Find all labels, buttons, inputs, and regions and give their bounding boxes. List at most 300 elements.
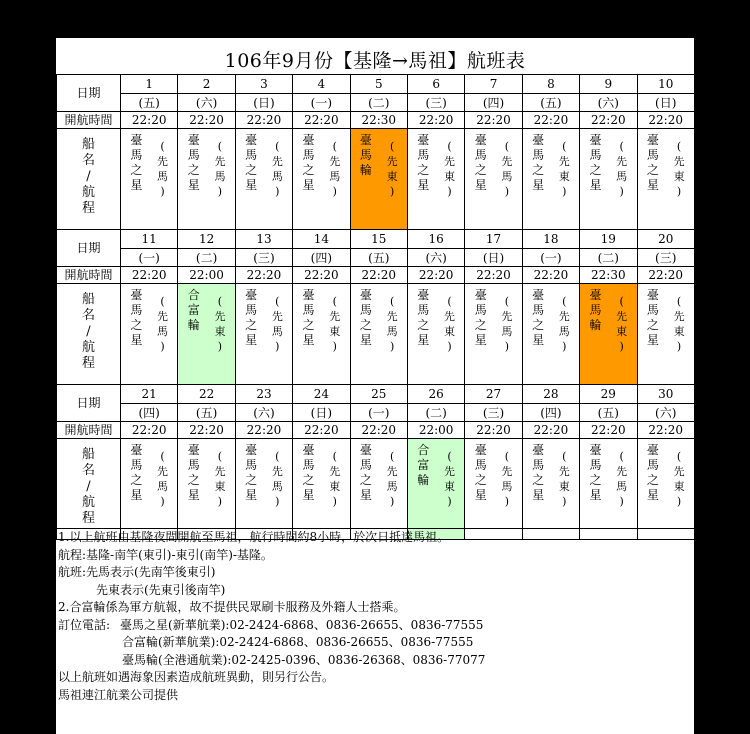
ship-route-content	[465, 439, 521, 535]
time-cell: 22:20	[178, 422, 235, 439]
ship-cell	[178, 129, 235, 230]
route-char: (	[562, 295, 567, 308]
label-char: 程	[81, 511, 95, 526]
route-char: 馬	[271, 325, 283, 338]
ship-name	[245, 288, 257, 380]
ship-name-char: 馬	[359, 148, 372, 162]
time-cell: 22:20	[522, 267, 579, 284]
phone-line: 臺馬輪(全港通航業):02-2425-0396、0836-26368、0836-77077	[122, 652, 486, 667]
route-char: 馬	[157, 170, 169, 183]
ship-route-content	[351, 284, 407, 380]
route-order	[157, 133, 168, 225]
route-char: 先	[329, 155, 341, 168]
ship-route-label	[57, 439, 121, 540]
route-order	[329, 133, 340, 225]
time-cell: 22:20	[465, 422, 522, 439]
ship-name-char: 星	[532, 333, 545, 347]
label-char: 船	[81, 292, 95, 307]
ship-name	[188, 288, 200, 380]
ship-name-char: 之	[532, 318, 545, 332]
ship-name-char: 之	[646, 318, 659, 332]
weekday-cell: (日)	[293, 404, 350, 422]
ship-name	[589, 288, 601, 380]
note-line: 航程:基隆-南竿(東引)-東引(南竿)-基隆。	[58, 547, 273, 562]
ship-row	[57, 129, 695, 230]
weekday-cell: (六)	[637, 404, 694, 422]
route-char: 先	[271, 155, 283, 168]
ship-name-char: 星	[646, 333, 659, 347]
route-order	[214, 443, 225, 535]
ship-route-content	[408, 439, 464, 535]
ship-route-content	[465, 129, 521, 225]
ship-route-content	[178, 129, 234, 225]
time-cell: 22:20	[637, 422, 694, 439]
weekday-cell: (一)	[522, 249, 579, 267]
ship-name-char: 星	[302, 178, 315, 192]
weekday-cell: (二)	[178, 249, 235, 267]
ship-route-content	[293, 284, 349, 380]
route-char: 馬	[558, 325, 570, 338]
route-char: 東	[444, 170, 455, 183]
ship-name-char: 馬	[589, 303, 602, 317]
ship-name-char: 臺	[589, 288, 602, 302]
ship-name-char: 臺	[245, 133, 258, 147]
route-char: (	[217, 450, 223, 463]
ship-cell	[293, 129, 350, 230]
ship-name-char: 之	[187, 473, 200, 487]
ship-cell	[637, 439, 694, 540]
ship-cell	[235, 129, 292, 230]
ship-name-char: 臺	[359, 288, 372, 302]
route-char: 東	[673, 170, 685, 183]
time-cell: 22:20	[293, 112, 350, 129]
route-char: 馬	[386, 480, 398, 493]
weekday-cell: (一)	[121, 249, 178, 267]
ship-cell	[235, 284, 292, 385]
route-char: )	[160, 185, 165, 198]
ship-name-char: 臺	[302, 443, 315, 457]
weekday-cell: (四)	[465, 94, 522, 112]
ship-route-content	[638, 284, 694, 380]
ship-route-content	[178, 284, 234, 380]
ship-name-char: 馬	[130, 148, 143, 162]
route-order	[674, 288, 685, 380]
weekday-cell: (三)	[235, 249, 292, 267]
route-char: 馬	[214, 170, 226, 183]
ship-name-char: 馬	[532, 458, 545, 472]
route-order	[214, 288, 225, 380]
route-char: 東	[444, 480, 455, 493]
ship-route-content	[121, 129, 177, 225]
ship-cell	[465, 439, 522, 540]
ship-route-content	[638, 129, 694, 225]
ship-name	[245, 133, 257, 225]
ship-name-char: 星	[245, 333, 258, 347]
route-char: (	[504, 450, 510, 463]
route-char: )	[217, 495, 223, 508]
ship-name	[130, 288, 142, 380]
ship-name-char: 馬	[245, 303, 258, 317]
route-char: )	[275, 340, 280, 353]
route-char: 東	[214, 325, 226, 338]
ship-name	[589, 443, 601, 535]
date-row	[57, 385, 695, 404]
route-char: (	[275, 450, 280, 463]
route-char: (	[275, 140, 280, 153]
weekday-row	[57, 94, 695, 112]
ship-name-char: 星	[187, 178, 200, 192]
time-cell: 22:20	[580, 422, 637, 439]
route-order	[674, 133, 685, 225]
ship-name-char: 星	[532, 178, 545, 192]
time-cell: 22:20	[121, 422, 178, 439]
ship-name-char: 之	[245, 163, 258, 177]
time-cell: 22:00	[178, 267, 235, 284]
ship-route-content	[638, 439, 694, 535]
ship-name-char: 星	[130, 178, 143, 192]
date-cell: 6	[407, 75, 464, 94]
route-char: )	[562, 185, 567, 198]
weekday-cell: (日)	[465, 249, 522, 267]
ship-name-char: 臺	[245, 443, 258, 457]
route-char: (	[619, 140, 624, 153]
route-char: (	[562, 140, 567, 153]
date-cell: 28	[522, 385, 579, 404]
date-cell: 26	[407, 385, 464, 404]
weekday-cell: (二)	[350, 94, 407, 112]
route-char: )	[389, 340, 395, 353]
ship-name-char: 星	[532, 488, 545, 502]
label-char: /	[86, 479, 91, 494]
ship-name-char: 星	[187, 488, 200, 502]
ship-name	[475, 443, 487, 535]
ship-name	[589, 133, 601, 225]
route-char: 東	[616, 325, 628, 338]
ship-name-char: 馬	[474, 148, 487, 162]
route-order	[616, 133, 627, 225]
route-char: 東	[386, 170, 398, 183]
route-char: 先	[558, 155, 570, 168]
ship-name	[647, 133, 659, 225]
note-line	[58, 617, 694, 635]
ship-name-char: 之	[245, 318, 258, 332]
route-order	[559, 288, 570, 380]
ship-cell	[178, 439, 235, 540]
date-cell: 14	[293, 230, 350, 249]
route-char: (	[619, 450, 624, 463]
ship-cell	[522, 439, 579, 540]
ship-name-char: 合	[417, 443, 430, 457]
ship-name-char: 之	[302, 163, 315, 177]
route-char: (	[160, 140, 165, 153]
date-cell: 17	[465, 230, 522, 249]
ship-cell	[293, 284, 350, 385]
route-char: 先	[329, 310, 341, 323]
ship-name-char: 馬	[646, 148, 659, 162]
route-char: 先	[558, 310, 570, 323]
weekday-cell: (日)	[637, 94, 694, 112]
ship-cell	[580, 284, 637, 385]
ship-name-char: 馬	[302, 458, 315, 472]
date-cell: 7	[465, 75, 522, 94]
route-char: (	[676, 295, 682, 308]
ship-name	[417, 133, 429, 225]
ship-cell	[121, 129, 178, 230]
ship-name-char: 之	[589, 163, 602, 177]
date-row	[57, 75, 695, 94]
route-char: )	[160, 340, 165, 353]
route-char: 馬	[501, 325, 513, 338]
route-order	[214, 133, 225, 225]
ship-name	[532, 443, 544, 535]
time-cell: 22:20	[178, 112, 235, 129]
ship-name-char: 之	[417, 318, 430, 332]
route-char: 先	[157, 465, 169, 478]
route-char: 馬	[157, 480, 169, 493]
route-order	[444, 288, 455, 380]
route-char: 馬	[501, 480, 513, 493]
ship-name-char: 馬	[187, 148, 200, 162]
route-char: )	[275, 185, 280, 198]
weekday-cell: (五)	[178, 404, 235, 422]
ship-name-char: 星	[417, 178, 430, 192]
weekday-cell: (六)	[580, 94, 637, 112]
route-order	[444, 443, 455, 535]
ship-name	[417, 288, 429, 380]
ship-route-content	[351, 129, 407, 225]
weekday-cell: (二)	[407, 404, 464, 422]
ship-route-content	[580, 284, 636, 380]
route-order	[674, 443, 685, 535]
ship-route-content	[408, 129, 464, 225]
route-order	[272, 288, 283, 380]
ship-name-char: 星	[589, 488, 602, 502]
route-order	[501, 443, 512, 535]
route-char: )	[160, 495, 165, 508]
label-char: 航	[81, 495, 95, 510]
ship-name-char: 之	[302, 473, 315, 487]
label-char: 船	[81, 137, 95, 152]
route-char: 先	[214, 310, 226, 323]
route-order	[387, 288, 398, 380]
ship-name-char: 馬	[474, 303, 487, 317]
ship-name-char: 星	[359, 333, 372, 347]
route-char: 馬	[616, 170, 628, 183]
route-char: (	[389, 140, 395, 153]
route-char: 先	[616, 465, 628, 478]
route-char: 東	[558, 480, 570, 493]
ship-route-content	[523, 439, 579, 535]
ship-route-content	[465, 284, 521, 380]
date-cell: 29	[580, 385, 637, 404]
label-char: 航	[81, 340, 95, 355]
ship-name-char: 馬	[532, 303, 545, 317]
date-cell: 8	[522, 75, 579, 94]
route-char: )	[504, 185, 510, 198]
route-char: (	[676, 450, 682, 463]
route-char: )	[562, 495, 567, 508]
route-char: 馬	[271, 480, 283, 493]
weekday-cell: (六)	[407, 249, 464, 267]
ship-name-char: 臺	[589, 443, 602, 457]
ship-name-char: 輪	[359, 163, 372, 177]
ship-name-char: 輪	[417, 473, 430, 487]
route-char: 先	[673, 465, 685, 478]
ship-name-char: 之	[646, 473, 659, 487]
route-char: )	[562, 340, 567, 353]
route-char: 東	[673, 480, 685, 493]
date-cell: 21	[121, 385, 178, 404]
ship-route-label	[57, 129, 121, 230]
label-char: 航	[81, 185, 95, 200]
time-cell: 22:20	[465, 267, 522, 284]
route-char: 先	[386, 465, 398, 478]
weekday-cell: (五)	[350, 249, 407, 267]
route-char: 先	[501, 155, 513, 168]
ship-cell	[465, 284, 522, 385]
ship-name-char: 之	[474, 318, 487, 332]
route-char: 馬	[157, 325, 169, 338]
ship-name-char: 星	[474, 178, 487, 192]
phone-label: 訂位電話:	[58, 617, 111, 632]
ship-name	[245, 443, 257, 535]
time-row	[57, 112, 695, 129]
ship-name-char: 馬	[359, 458, 372, 472]
route-char: )	[619, 495, 624, 508]
ship-name-char: 之	[474, 473, 487, 487]
ship-name	[130, 133, 142, 225]
route-char: (	[619, 295, 624, 308]
route-order	[329, 288, 340, 380]
ship-name-char: 星	[130, 488, 143, 502]
ship-route-content	[293, 439, 349, 535]
ship-name	[475, 288, 487, 380]
weekday-row	[57, 404, 695, 422]
time-row	[57, 267, 695, 284]
route-char: 先	[444, 465, 455, 478]
ship-name-char: 馬	[532, 148, 545, 162]
ship-name-char: 之	[589, 473, 602, 487]
date-label: 日期	[57, 230, 121, 267]
ship-route-label-text	[57, 129, 120, 217]
weekday-cell: (五)	[580, 404, 637, 422]
date-cell: 10	[637, 75, 694, 94]
date-cell: 5	[350, 75, 407, 94]
route-order	[157, 443, 168, 535]
ship-name-char: 之	[187, 163, 200, 177]
time-cell: 22:30	[580, 267, 637, 284]
ship-name-char: 之	[302, 318, 315, 332]
time-cell: 22:20	[235, 422, 292, 439]
weekday-cell: (六)	[235, 404, 292, 422]
date-cell: 18	[522, 230, 579, 249]
route-char: 先	[271, 465, 283, 478]
date-cell: 9	[580, 75, 637, 94]
ship-name-char: 星	[302, 333, 315, 347]
note-line: 先東表示(先東引後南竿)	[96, 582, 226, 597]
ship-name-char: 之	[646, 163, 659, 177]
ship-name	[647, 288, 659, 380]
ship-name	[188, 443, 200, 535]
time-cell: 22:20	[235, 112, 292, 129]
date-cell: 11	[121, 230, 178, 249]
date-cell: 4	[293, 75, 350, 94]
date-cell: 15	[350, 230, 407, 249]
ship-name-char: 之	[130, 318, 143, 332]
label-char: /	[86, 324, 91, 339]
ship-route-label-text	[57, 284, 120, 372]
time-cell: 22:20	[522, 112, 579, 129]
departure-time-label: 開航時間	[57, 112, 121, 129]
ship-route-label	[57, 284, 121, 385]
time-row	[57, 422, 695, 439]
ship-name	[188, 133, 200, 225]
weekday-row	[57, 249, 695, 267]
notes-section	[56, 528, 694, 703]
label-char: 程	[81, 356, 95, 371]
date-cell: 20	[637, 230, 694, 249]
ship-route-content	[178, 439, 234, 535]
route-char: )	[332, 340, 337, 353]
ship-name-char: 臺	[359, 133, 372, 147]
route-char: )	[447, 185, 452, 198]
ship-cell	[637, 284, 694, 385]
ship-name-char: 臺	[474, 443, 487, 457]
weekday-cell: (四)	[121, 404, 178, 422]
route-char: 先	[673, 155, 685, 168]
label-char: 名	[81, 153, 95, 168]
ship-name-char: 之	[417, 163, 430, 177]
route-char: (	[160, 450, 165, 463]
time-cell: 22:20	[637, 112, 694, 129]
route-char: )	[676, 185, 682, 198]
time-cell: 22:30	[350, 112, 407, 129]
time-cell: 22:20	[465, 112, 522, 129]
ship-name	[417, 443, 429, 535]
note-line: 以上航班如遇海象因素造成航班異動，則另行公告。	[58, 670, 335, 684]
route-order	[387, 133, 398, 225]
ship-name-char: 臺	[646, 133, 659, 147]
ship-cell	[522, 129, 579, 230]
ship-route-content	[580, 439, 636, 535]
ship-cell	[637, 129, 694, 230]
route-order	[444, 133, 455, 225]
route-char: )	[217, 185, 223, 198]
route-char: 馬	[616, 480, 628, 493]
route-char: 先	[616, 155, 628, 168]
route-char: )	[447, 495, 452, 508]
ship-name-char: 星	[646, 178, 659, 192]
route-char: 先	[386, 310, 398, 323]
route-char: )	[275, 495, 280, 508]
date-cell: 22	[178, 385, 235, 404]
route-char: 先	[444, 310, 455, 323]
date-cell: 23	[235, 385, 292, 404]
route-char: )	[217, 340, 223, 353]
ship-name-char: 臺	[130, 443, 143, 457]
ship-route-content	[121, 439, 177, 535]
ship-name-char: 臺	[359, 443, 372, 457]
ship-name-char: 星	[359, 488, 372, 502]
ship-route-content	[236, 129, 292, 225]
route-order	[501, 133, 512, 225]
route-char: 先	[386, 155, 398, 168]
date-cell: 19	[580, 230, 637, 249]
note-line: 1.以上航班由基隆夜間開航至馬祖，航行時間約8小時，於次日抵達馬祖。	[58, 530, 450, 544]
route-order	[329, 443, 340, 535]
ship-name-char: 富	[187, 303, 200, 317]
route-char: 東	[214, 480, 226, 493]
